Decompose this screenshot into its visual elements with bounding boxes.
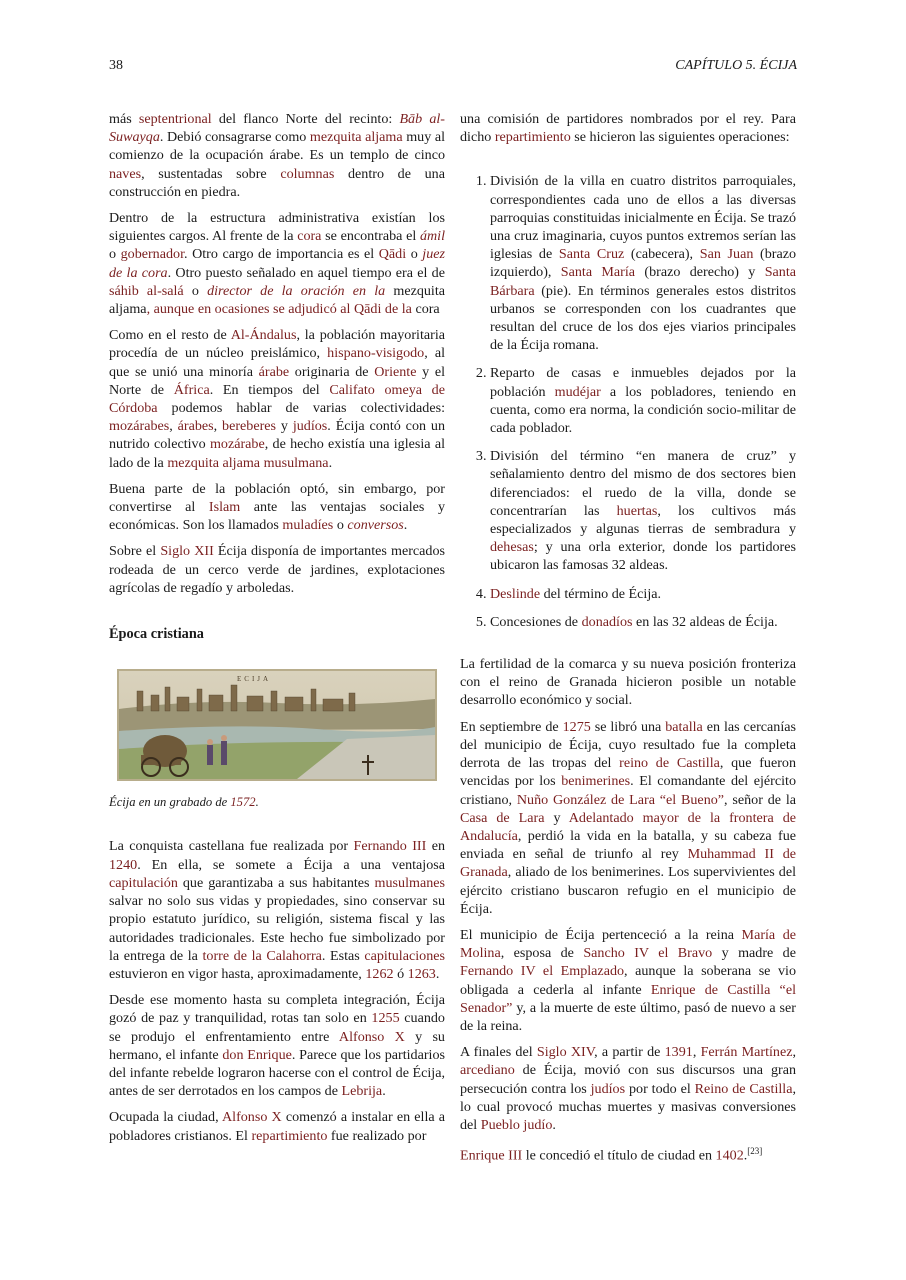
text-run: .	[328, 454, 333, 471]
link[interactable]: huertas	[616, 502, 658, 519]
link[interactable]: bereberes	[222, 418, 277, 435]
link[interactable]: 1391	[664, 1044, 693, 1061]
link[interactable]: gobernador	[120, 246, 184, 263]
link[interactable]: Reino de Castilla	[694, 1080, 793, 1097]
list-item	[490, 613, 796, 631]
paragraph	[109, 542, 445, 597]
text-run: y su hermano, el infante	[109, 1028, 445, 1063]
link[interactable]: Fernando III	[353, 838, 427, 855]
link[interactable]: director de la oración en la	[207, 282, 394, 299]
link[interactable]: don Enrique	[222, 1046, 292, 1063]
text-run: y el Norte de	[109, 363, 445, 398]
text-run: , perdió la vida en la batalla, y su cabeza fue enviada en señal de triunfo al rey	[460, 827, 796, 863]
link[interactable]: Islam	[208, 499, 241, 516]
text-run: ,	[169, 418, 178, 435]
paragraph-text	[460, 1148, 747, 1164]
text-run: de Écija, movió con sus discursos una gran persecución contra los	[460, 1062, 796, 1097]
link[interactable]: mozárabes	[109, 418, 170, 435]
text-run: , aliado de los benimerines. Los supervivientes del ejército cristiano buscaron refugio en el municipio de Écija.	[460, 864, 796, 917]
text-run: ,	[692, 1044, 701, 1061]
text-run: . Écija contó con un nutrido colectivo	[109, 418, 445, 453]
link[interactable]: batalla	[665, 718, 703, 735]
paragraph	[460, 926, 796, 1035]
text-run: y	[544, 809, 569, 826]
engraving-figure	[117, 669, 437, 781]
text-run: .	[552, 1116, 556, 1133]
paragraph	[460, 1043, 796, 1134]
text-run: División del término “en manera de cruz” y señalamiento dentro del mismo de dos sectores bien diferenciados: el ruedo de la villa, donde se concentrarían las	[490, 448, 796, 519]
text-run: por todo el	[625, 1080, 695, 1097]
text-run: podemos hablar de varias colectividades:	[157, 400, 445, 417]
link[interactable]: 1255	[371, 1010, 400, 1027]
text-run: del flanco Norte del recinto:	[211, 111, 400, 127]
paragraph	[109, 837, 445, 983]
paragraph	[109, 991, 445, 1100]
text-run: y, a la muerte de este último, pasó de nuevo a ser de la reina.	[460, 999, 796, 1034]
paragraph	[460, 718, 796, 918]
link[interactable]: naves	[109, 165, 142, 182]
text-run: del término de Écija.	[540, 585, 662, 602]
list-item	[490, 364, 796, 437]
text-run: , a partir de	[594, 1044, 665, 1061]
link[interactable]: árabe	[258, 363, 290, 380]
link[interactable]: benimerines	[561, 773, 631, 790]
text-run: mezquita aljama	[109, 282, 446, 318]
text-run: . Debió consagrarse como	[159, 129, 310, 146]
text-run: una comisión de partidores nombrados por el rey. Para dicho	[460, 111, 796, 146]
text-run: , la población mayoritaria procedía de un núcleo preislámico,	[109, 327, 445, 362]
link[interactable]: San Juan	[699, 246, 754, 263]
link[interactable]: María de Molina	[460, 926, 796, 962]
text-run: en	[426, 838, 445, 855]
text-run: . Otro puesto señalado en aquel tiempo era el de	[167, 264, 445, 281]
list-item	[490, 447, 796, 574]
link[interactable]: 1263	[407, 965, 436, 982]
link[interactable]: dehesas	[490, 539, 534, 556]
paragraph	[460, 655, 796, 710]
text-run: . Parece que los partidarios del infante rebelde lograron hacerse con el control de Écija, antes de ser derrotados en los campos de	[109, 1046, 445, 1100]
text-run: ante las ventajas sociales y económicas. Son los llamados	[109, 499, 445, 534]
link[interactable]: Fernando IV el Emplazado	[460, 963, 625, 980]
page-header	[109, 58, 797, 78]
link[interactable]: ámil	[419, 228, 445, 245]
link[interactable]: Califato omeya de Córdoba	[109, 381, 445, 417]
chapter-title: CAPÍTULO 5. ÉCIJA	[675, 58, 797, 73]
text-run: (brazo derecho) y	[635, 264, 765, 281]
text-run: Buena parte de la población optó, sin embargo, por convertirse al	[109, 480, 445, 516]
link[interactable]: Deslinde	[490, 585, 541, 602]
link[interactable]: capitulaciones	[364, 947, 445, 964]
text-run: le concedió el título de ciudad en	[522, 1147, 716, 1164]
text-run: fue realizado por	[327, 1127, 427, 1144]
link[interactable]: musulmanes	[374, 874, 445, 891]
engraving-image	[117, 669, 437, 781]
link[interactable]: reino de Castilla	[619, 755, 720, 772]
link[interactable]: África	[173, 381, 210, 398]
text-run: dentro de una construcción en piedra.	[109, 165, 445, 200]
operations-list	[460, 172, 796, 631]
text-run: muy al comienzo de la ocupación árabe. Es un templo de cinco	[109, 129, 445, 164]
link[interactable]: conversos	[347, 517, 404, 534]
text-run: , de hecho existía una iglesia al lado de la	[109, 436, 445, 471]
link[interactable]: Ferrán Martínez	[700, 1044, 793, 1061]
text-run: , al que se unió una minoría	[109, 345, 446, 380]
paragraph	[109, 1108, 445, 1144]
link[interactable]: hispano-visigodo	[327, 345, 425, 362]
right-column	[460, 110, 796, 1173]
link[interactable]: Alfonso X	[338, 1028, 405, 1045]
link[interactable]: Sancho IV el Bravo	[583, 945, 713, 962]
text-run: . Estas	[321, 947, 365, 964]
link[interactable]: árabes	[177, 418, 214, 435]
text-run: La conquista castellana fue realizada por	[109, 838, 354, 855]
text-run: División de la villa en cuatro distritos parroquiales, correspondientes cada uno de ellos a las diversas parroquias constituidas inicialmente en Écija. Se trazó una cruz imaginaria, cuyos puntos extremos serían las iglesias de	[490, 173, 796, 263]
link[interactable]: mezquita aljama	[309, 129, 403, 146]
text-run: en las cercanías del municipio de Écija, cuyo resultado fue la completa derrota de las tropas del	[460, 718, 796, 772]
text-run: , lo cual provocó muchas muertes y masivas conversiones del	[460, 1080, 796, 1133]
link[interactable]: sáhib al-salá	[109, 282, 184, 299]
list-item	[490, 172, 796, 354]
text-run: o	[406, 246, 423, 263]
text-run: La fertilidad de la comarca y su nueva posición fronteriza con el reino de Granada hicieron posible un notable desarrollo económico y social.	[460, 656, 796, 709]
paragraph	[109, 480, 445, 535]
link[interactable]: Nuño González de Lara “el Bueno”	[516, 791, 725, 808]
text-run: Sobre el	[109, 543, 161, 560]
link[interactable]: cora	[297, 228, 322, 245]
text-run: . El comandante del ejército cristiano,	[460, 773, 796, 808]
text-run: , esposa de	[500, 945, 584, 962]
text-run: se encontraba el	[321, 228, 420, 245]
link[interactable]: 1402	[715, 1147, 744, 1164]
text-run: , aunque la soberana se vio obligada a cederla al infante	[460, 963, 796, 998]
text-run: originaria de	[289, 363, 375, 380]
link[interactable]: capitulación	[109, 874, 178, 891]
text-run: , que fueron vencidas por los	[460, 755, 796, 790]
text-run: .	[435, 965, 440, 982]
paragraph	[109, 110, 445, 201]
link[interactable]: Casa de Lara	[460, 809, 545, 826]
link[interactable]: 1240	[109, 856, 138, 873]
text-run: . Otro cargo de importancia es el	[184, 246, 379, 263]
text-run: (cabecera),	[624, 246, 700, 263]
text-run: ,	[213, 418, 223, 435]
text-run: Desde ese momento hasta su completa integración, Écija gozó de paz y tranquilidad, rotas tan solo en	[109, 992, 445, 1027]
text-run: , sustentadas sobre	[141, 165, 281, 182]
link[interactable]: judíos	[590, 1080, 626, 1097]
link[interactable]: mudéjar	[554, 383, 601, 400]
text-run: Dentro de la estructura administrativa existían los siguientes cargos. Al frente de la	[109, 210, 445, 245]
text-run: (brazo izquierdo),	[490, 246, 797, 281]
text-run: Écija en un grabado de	[109, 795, 231, 810]
text-run: cuando se produjo el enfrentamiento entre	[109, 1010, 445, 1045]
text-run: a los pobladores, teniendo en cuenta, como era norma, la condición socio-militar de cada poblador.	[490, 383, 796, 437]
list-item	[490, 585, 796, 603]
text-run: , señor de la	[724, 791, 796, 808]
text-run: o	[109, 246, 121, 263]
link[interactable]: Bāb al-Suwayqa	[109, 111, 445, 146]
page-number: 38	[109, 58, 123, 73]
text-run: .	[255, 795, 259, 810]
footnote-reference[interactable]: [23]	[747, 1146, 763, 1157]
paragraph	[460, 1142, 796, 1165]
link[interactable]: Qādi	[378, 246, 407, 263]
text-run: Como en el resto de	[109, 327, 231, 344]
text-run: se hicieron las siguientes operaciones:	[570, 129, 790, 146]
paragraph	[109, 326, 445, 472]
text-run: . En tiempos del	[209, 381, 330, 398]
link[interactable]: torre de la Calahorra	[202, 947, 322, 964]
engraving-lettering: ECIJA	[237, 675, 272, 684]
link[interactable]: mozárabe	[209, 436, 265, 453]
link[interactable]: Enrique III	[460, 1147, 523, 1164]
link[interactable]: repartimiento	[494, 129, 571, 146]
text-run: estuvieron en vigor hasta, aproximadamente,	[109, 965, 366, 982]
text-run: en las 32 aldeas de Écija.	[632, 613, 778, 630]
link[interactable]: juez de la cora	[109, 246, 445, 281]
left-column	[109, 110, 445, 1153]
link[interactable]: donadíos	[581, 613, 633, 630]
text-run: , los cultivos más especializados y algunas tierras de sembradura y	[490, 502, 797, 538]
text-run: ó	[393, 965, 408, 982]
link[interactable]: Adelantado mayor de la frontera de Andalucía	[460, 809, 796, 844]
text-run: se libró una	[590, 718, 666, 735]
text-run: . En ella, se somete a Écija a una ventajosa	[137, 856, 445, 873]
text-run: más	[109, 111, 139, 127]
text-run: El municipio de Écija pertenceció a la reina	[460, 926, 742, 943]
link[interactable]: Alfonso X	[221, 1109, 282, 1126]
link[interactable]: Lebrija	[341, 1083, 383, 1100]
text-run: cora	[415, 301, 440, 318]
link[interactable]: Santa Cruz	[558, 246, 625, 263]
text-run: Écija disponía de importantes mercados rodeada de un cerco verde de jardines, explotaciones agrícolas de regadío y arboledas.	[109, 543, 446, 596]
text-run: Reparto de casas e inmuebles dejados por la población	[490, 365, 796, 400]
link[interactable]: 1275	[562, 718, 591, 735]
text-run: .	[743, 1147, 748, 1164]
link[interactable]: 1262	[365, 965, 394, 982]
link[interactable]: arcediano	[460, 1062, 515, 1079]
text-run: que garantizaba a sus habitantes	[177, 874, 375, 891]
link[interactable]: septentrional	[138, 111, 212, 127]
text-run: .	[403, 517, 408, 534]
text-run: salvar no solo sus vidas y propiedades, sino conservar su propio estatuto jurídico, su religión, sistema fiscal y las autoridades tradicionales. Este hecho fue simbolizado por la entrega de la	[109, 893, 445, 964]
link[interactable]: , aunque en ocasiones se adjudicó al Qādi de la	[146, 301, 416, 318]
link[interactable]: Santa María	[560, 264, 636, 281]
text-run: y	[276, 418, 293, 435]
text-run: o	[183, 282, 208, 299]
section-heading: Época cristiana	[109, 626, 204, 643]
text-run: ,	[792, 1044, 796, 1061]
text-run: y madre de	[712, 945, 796, 962]
text-run: Concesiones de	[490, 613, 582, 630]
link[interactable]: Santa Bárbara	[490, 264, 796, 299]
link[interactable]: muladíes	[282, 517, 334, 534]
text-run: .	[382, 1083, 386, 1100]
text-run: comenzó a instalar en ella a pobladores cristianos. El	[109, 1109, 445, 1144]
figure-caption	[109, 793, 445, 811]
text-run: ; y una orla exterior, donde los partidores ubicaron las famosas 32 aldeas.	[490, 539, 796, 574]
link[interactable]: Oriente	[374, 363, 417, 380]
text-run: o	[333, 517, 348, 534]
link[interactable]: Al-Ándalus	[230, 327, 297, 344]
link[interactable]: Siglo XIV	[536, 1044, 595, 1061]
link[interactable]: Pueblo judío	[480, 1116, 553, 1133]
paragraph	[109, 209, 445, 318]
text-run: Ocupada la ciudad,	[109, 1109, 222, 1126]
link[interactable]: Muhammad II de Granada	[460, 846, 796, 881]
link[interactable]: judíos	[292, 418, 328, 435]
text-run: En septiembre de	[460, 718, 563, 735]
link[interactable]: Siglo XII	[160, 543, 214, 560]
paragraph	[460, 110, 796, 146]
link[interactable]: Enrique de Castilla “el Senador”	[460, 981, 796, 1016]
text-run: A finales del	[460, 1044, 537, 1061]
link[interactable]: mezquita aljama musulmana	[167, 454, 329, 471]
link[interactable]: columnas	[280, 165, 335, 182]
link[interactable]: 1572	[230, 795, 256, 810]
text-run: (pie). En términos generales estos distritos urbanos se corresponden con los cuadrantes que resultan del cruce de los dos ejes viarios principales de la Écija romana.	[490, 282, 796, 354]
link[interactable]: repartimiento	[251, 1127, 328, 1144]
